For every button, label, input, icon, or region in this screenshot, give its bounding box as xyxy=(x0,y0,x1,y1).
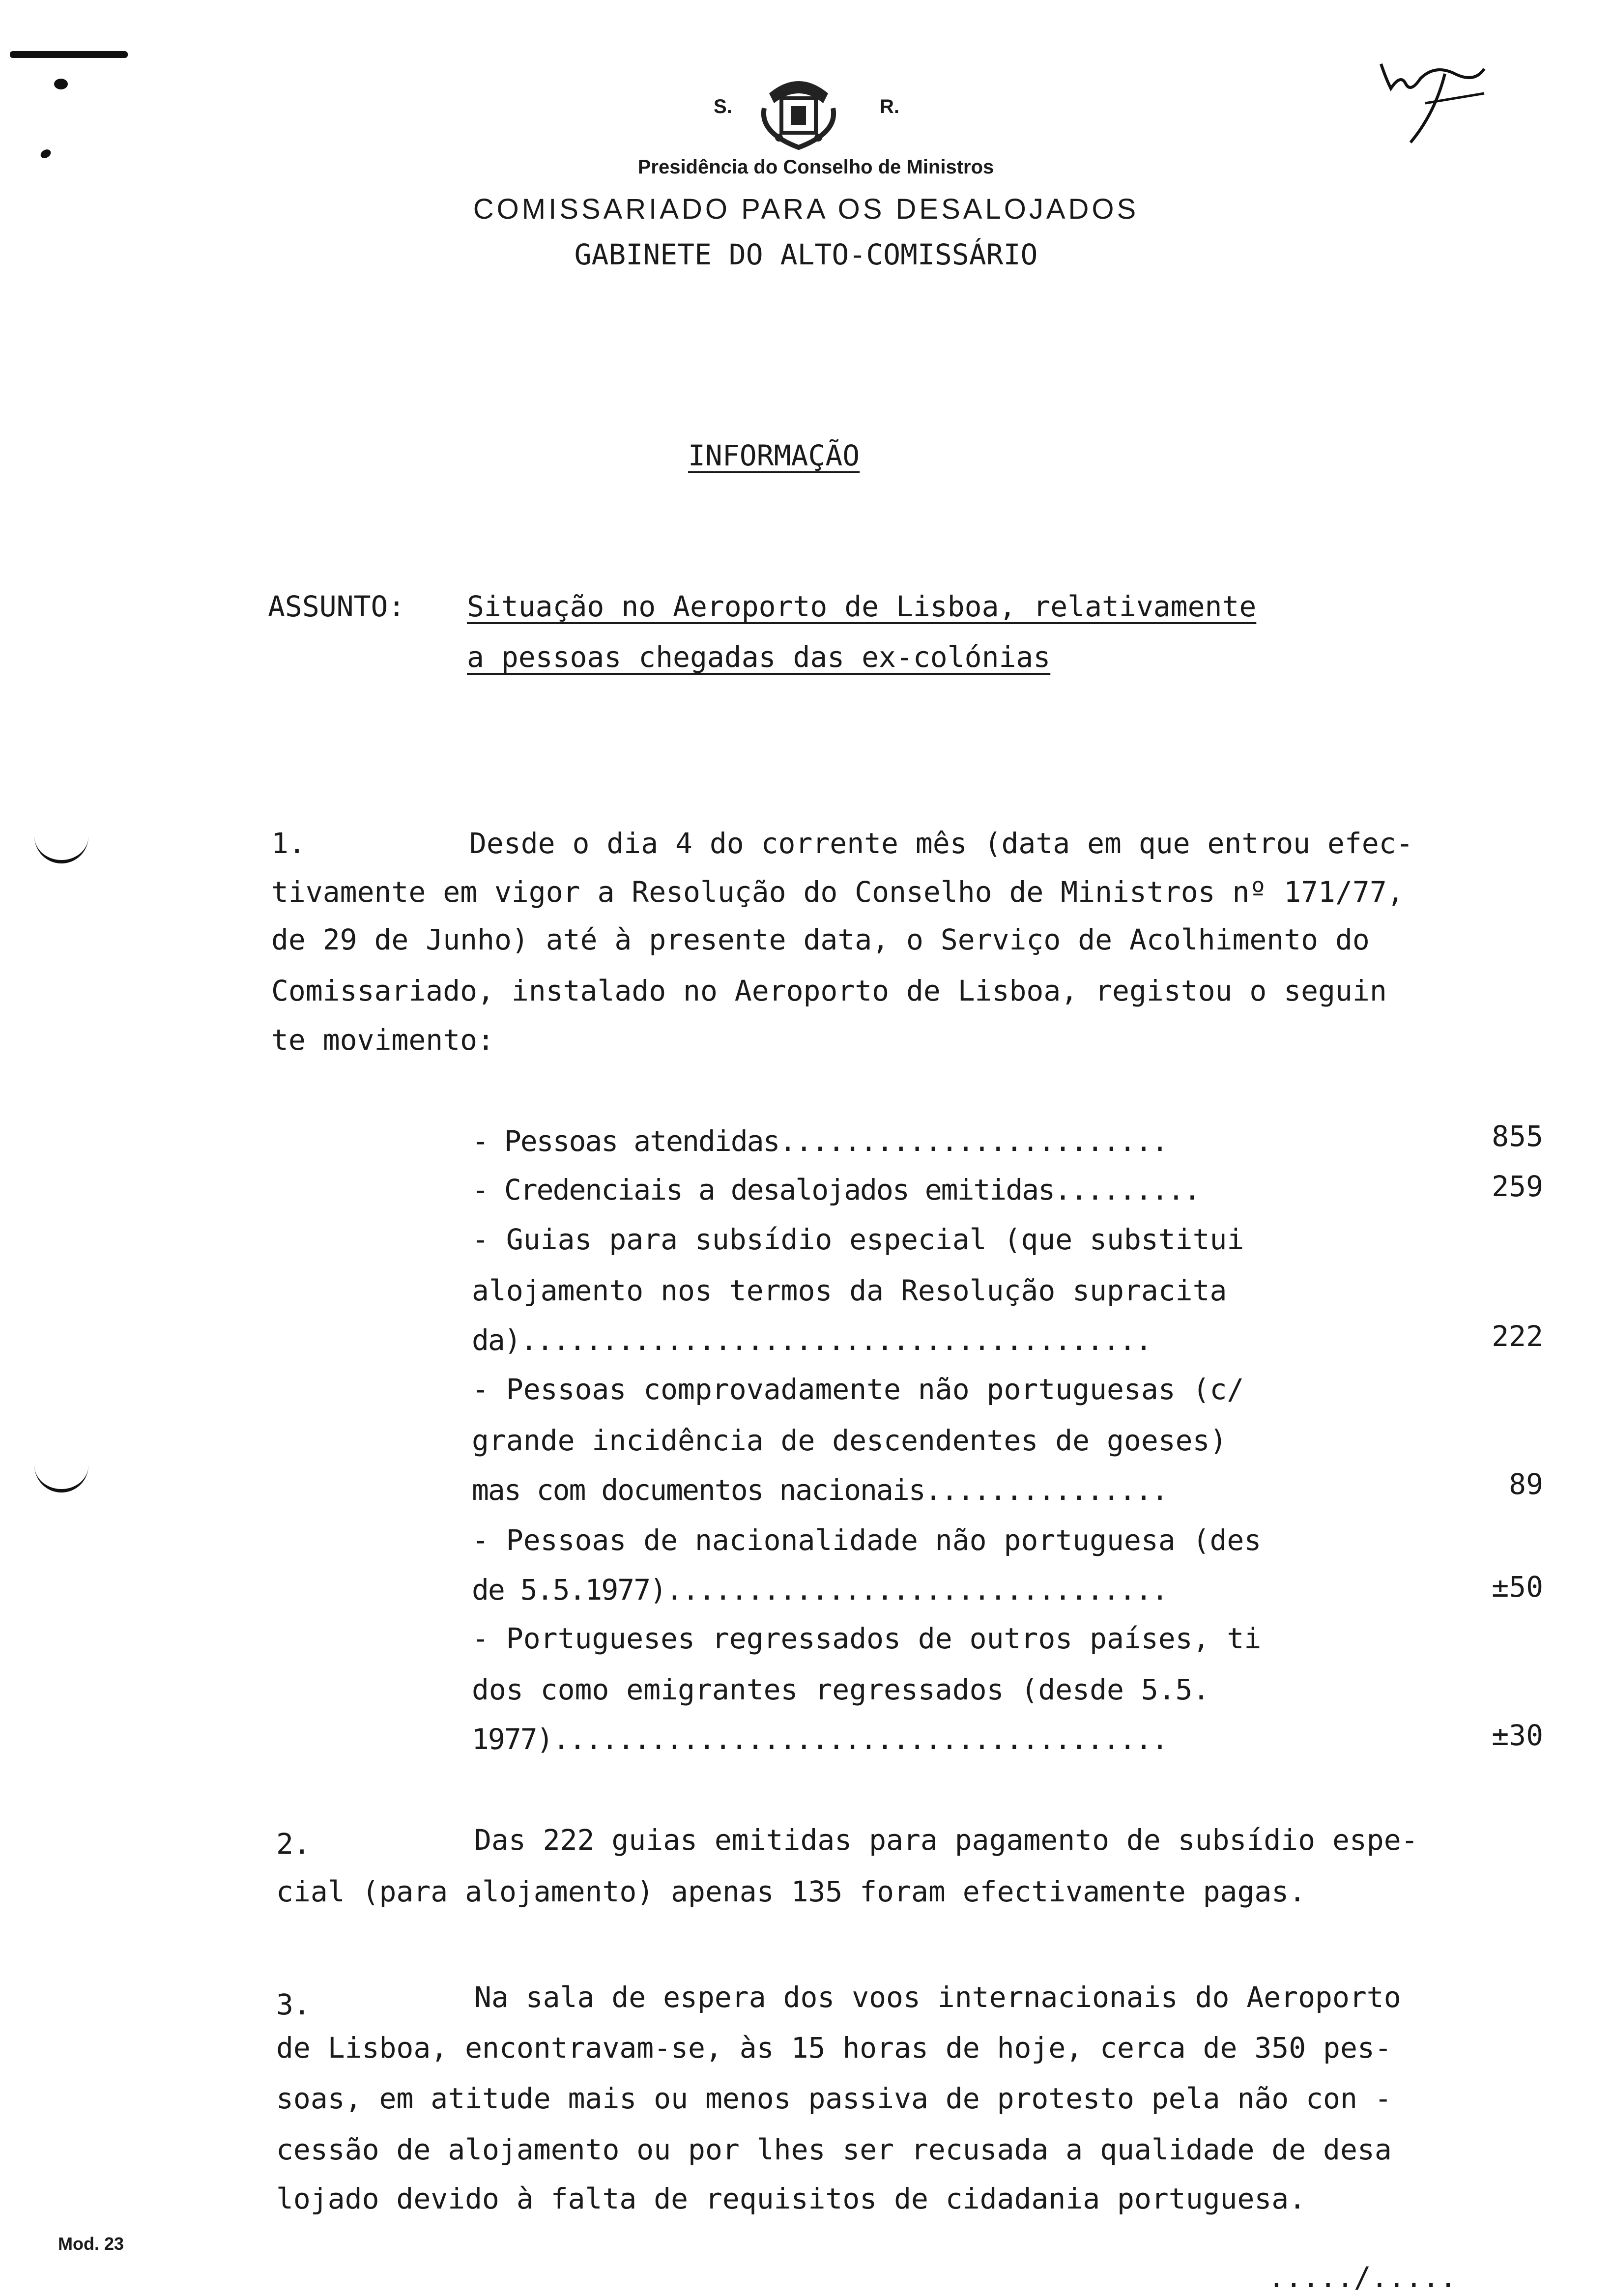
item-line: - Pessoas de nacionalidade não portuguesa (des xyxy=(472,1523,1262,1557)
section-1-line: tivamente em vigor a Resolução do Conselho de Ministros nº 171/77, xyxy=(271,875,1404,909)
continuation-marker: ...../..... xyxy=(1268,2261,1457,2294)
section-2-line: cial (para alojamento) apenas 135 foram efectivamente pagas. xyxy=(276,1875,1306,1908)
item-line: - Pessoas atendidas........................ xyxy=(472,1124,1168,1158)
item-line: grande incidência de descendentes de goeses) xyxy=(472,1424,1227,1457)
corner-mark xyxy=(10,51,128,58)
letterhead-r: R. xyxy=(880,96,899,117)
item-amount: ±30 xyxy=(1492,1719,1543,1752)
commission-name: COMISSARIADO PARA OS DESALOJADOS xyxy=(473,193,1139,225)
item-amount: 222 xyxy=(1492,1320,1543,1353)
margin-tick xyxy=(34,835,88,863)
section-1-line: Desde o dia 4 do corrente mês (data em que entrou efec- xyxy=(469,827,1413,860)
section-3-line: Na sala de espera dos voos internacionais do Aeroporto xyxy=(474,1980,1401,2014)
section-3-number: 3. xyxy=(276,1988,311,2021)
section-2-number: 2. xyxy=(276,1827,311,1861)
section-3-line: cessão de alojamento ou por lhes ser recusada a qualidade de desa xyxy=(276,2133,1392,2166)
corner-mark-dot xyxy=(54,79,68,89)
item-line: da)....................................... xyxy=(472,1323,1151,1357)
subject-line-1: Situação no Aeroporto de Lisboa, relativamente xyxy=(467,590,1257,623)
margin-tick xyxy=(34,1464,88,1492)
section-3-line: lojado devido à falta de requisitos de cidadania portuguesa. xyxy=(276,2182,1306,2215)
presidency-line: Presidência do Conselho de Ministros xyxy=(637,156,994,178)
item-line: - Guias para subsídio especial (que substitui xyxy=(472,1223,1244,1256)
item-line: mas com documentos nacionais............... xyxy=(472,1473,1168,1507)
section-2-line: Das 222 guias emitidas para pagamento de subsídio espe- xyxy=(474,1823,1418,1857)
subject-line-2: a pessoas chegadas das ex-colónias xyxy=(467,640,1051,674)
item-line: - Credenciais a desalojados emitidas......... xyxy=(472,1173,1200,1206)
item-amount: 259 xyxy=(1492,1170,1543,1203)
item-amount: 89 xyxy=(1509,1467,1543,1501)
item-line: de 5.5.1977)............................... xyxy=(472,1573,1168,1607)
form-code: Mod. 23 xyxy=(58,2234,124,2254)
cabinet-name: GABINETE DO ALTO-COMISSÁRIO xyxy=(574,238,1038,271)
item-line: dos como emigrantes regressados (desde 5.5. xyxy=(472,1673,1210,1706)
section-3-line: de Lisboa, encontravam-se, às 15 horas de hoje, cerca de 350 pes- xyxy=(276,2031,1392,2065)
section-1-line: Comissariado, instalado no Aeroporto de Lisboa, registou o seguin xyxy=(271,974,1387,1007)
item-amount: 855 xyxy=(1492,1119,1543,1153)
subject-label: ASSUNTO: xyxy=(268,590,405,623)
section-1-number: 1. xyxy=(271,827,306,860)
coat-of-arms-emblem xyxy=(749,74,848,152)
item-amount: ±50 xyxy=(1492,1570,1543,1604)
section-1-line: te movimento: xyxy=(271,1023,494,1057)
handwritten-initials xyxy=(1371,54,1489,147)
item-line: - Pessoas comprovadamente não portuguesas (c/ xyxy=(472,1373,1244,1406)
item-line: alojamento nos termos da Resolução supracita xyxy=(472,1274,1227,1307)
section-3-line: soas, em atitude mais ou menos passiva de protesto pela não con - xyxy=(276,2082,1392,2115)
document-title: INFORMAÇÃO xyxy=(688,439,860,472)
letterhead-s: S. xyxy=(714,96,732,117)
section-1-line: de 29 de Junho) até à presente data, o Serviço de Acolhimento do xyxy=(271,923,1370,956)
item-line: 1977)...................................... xyxy=(472,1722,1168,1756)
item-line: - Portugueses regressados de outros países, ti xyxy=(472,1622,1262,1655)
